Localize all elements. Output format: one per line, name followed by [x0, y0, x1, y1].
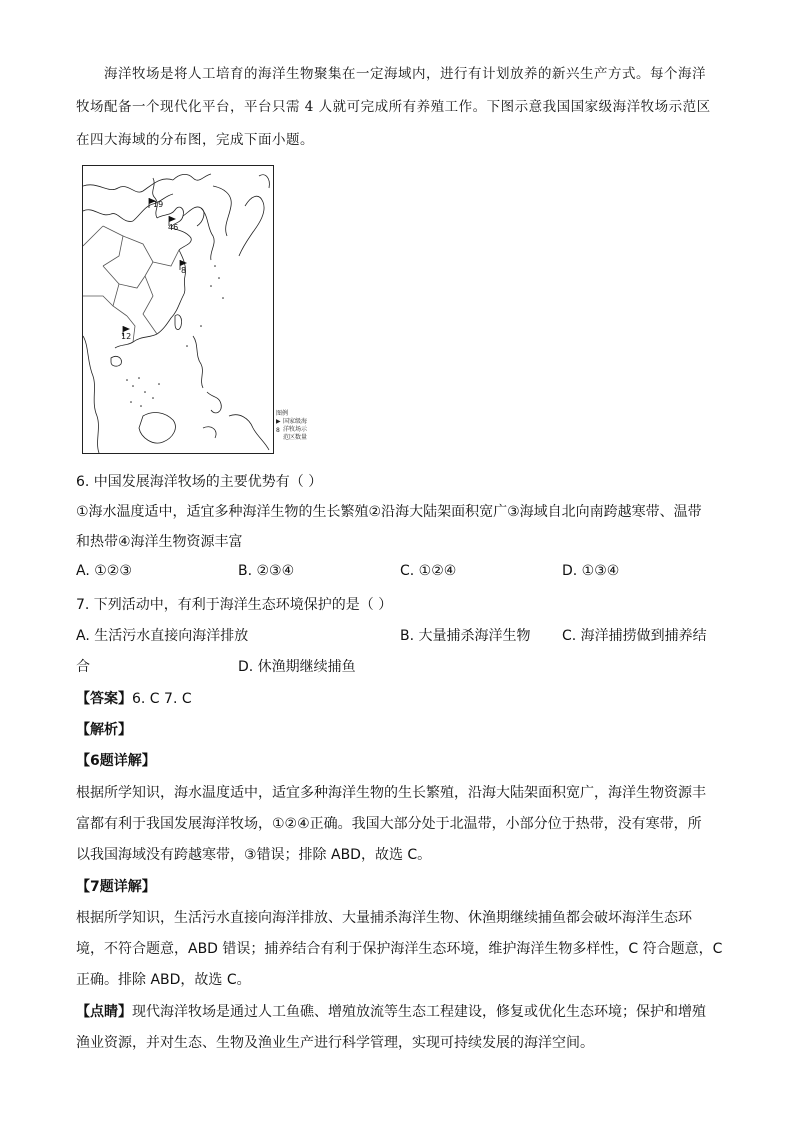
intro-line-2: 牧场配备一个现代化平台，平台只需 4 人就可完成所有养殖工作。下图示意我国国家级海洋牧场示范区	[76, 99, 711, 115]
analysis-tag: 【解析】	[76, 722, 132, 738]
q7-option-b: B. 大量捕杀海洋生物	[400, 628, 531, 644]
intro-line-1: 海洋牧场是将人工培育的海洋生物聚集在一定海域内，进行有计划放养的新兴生产方式。每个海洋	[104, 66, 706, 82]
detail7-tag: 【7题详解】	[76, 879, 156, 895]
detail6-tag: 【6题详解】	[76, 753, 156, 769]
q6-option-a: A. ①②③	[76, 563, 132, 579]
flag-icon	[169, 216, 176, 222]
q6-option-d: D. ①③④	[562, 563, 620, 579]
q6-line-1: ①海水温度适中，适宜多种海洋生物的生长繁殖②沿海大陆架面积宽广③海域自北向南跨越寒带、温带	[76, 504, 702, 520]
answer-text: 6. C 7. C	[132, 691, 192, 707]
legend-text: 洋牧场示	[283, 426, 308, 433]
detail7-line-2: 境，不符合题意，ABD 错误；捕养结合有利于保护海洋生态环境，维护海洋生物多样性，C 符合题意，C	[76, 941, 723, 957]
detail6-line-1: 根据所学知识，海水温度适中，适宜多种海洋生物的生长繁殖，沿海大陆架面积宽广，海洋生物资源丰	[76, 785, 706, 801]
q7-option-c: C. 海洋捕捞做到捕养结	[562, 628, 707, 644]
q6-option-c: C. ①②④	[400, 563, 457, 579]
q6-line-2: 和热带④海洋生物资源丰富	[76, 534, 243, 550]
marker-label: 8	[181, 266, 187, 275]
detail6-line-3: 以我国海域没有跨越寒带，③错误；排除 ABD，故选 C。	[76, 847, 432, 863]
detail7-line-1: 根据所学知识，生活污水直接向海洋排放、大量捕杀海洋生物、休渔期继续捕鱼都会破坏海洋生态环	[76, 910, 692, 926]
answer-tag: 【答案】	[76, 691, 132, 707]
answer-line	[76, 688, 192, 708]
marker-label: 12	[121, 332, 132, 341]
legend-title: 图例	[276, 410, 289, 417]
map-drawing	[83, 166, 273, 453]
tip-text-1: 现代海洋牧场是通过人工鱼礁、增殖放流等生态工程建设，修复或优化生态环境；保护和增殖	[132, 1004, 706, 1020]
q7-option-c-cont: 合	[76, 659, 90, 675]
marine-ranch-map	[82, 165, 274, 454]
legend-text: 范区数量	[283, 434, 308, 441]
q6-stem: 6. 中国发展海洋牧场的主要优势有（ ）	[76, 474, 323, 490]
tip-line-2: 渔业资源，并对生态、生物及渔业生产进行科学管理，实现可持续发展的海洋空间。	[76, 1035, 594, 1051]
legend-text: 国家级海	[283, 418, 308, 425]
q7-option-d: D. 休渔期继续捕鱼	[238, 659, 356, 675]
flag-icon: ▶	[276, 418, 281, 425]
marker-label: 46	[168, 223, 179, 232]
map-legend	[276, 410, 307, 442]
detail6-line-2: 富都有利于我国发展海洋牧场，①②④正确。我国大部分处于北温带，小部分位于热带，没有寒带，所	[76, 816, 702, 832]
q7-option-a: A. 生活污水直接向海洋排放	[76, 628, 249, 644]
detail7-line-3: 正确。排除 ABD，故选 C。	[76, 972, 251, 988]
q7-stem: 7. 下列活动中，有利于海洋生态环境保护的是（ ）	[76, 597, 393, 613]
intro-line-3: 在四大海域的分布图，完成下面小题。	[76, 132, 314, 148]
tip-tag: 【点睛】	[76, 1004, 132, 1020]
marker-label: 19	[153, 200, 164, 209]
legend-marker: 8	[276, 427, 280, 434]
q6-option-b: B. ②③④	[238, 563, 295, 579]
tip-line-1	[76, 1001, 706, 1021]
